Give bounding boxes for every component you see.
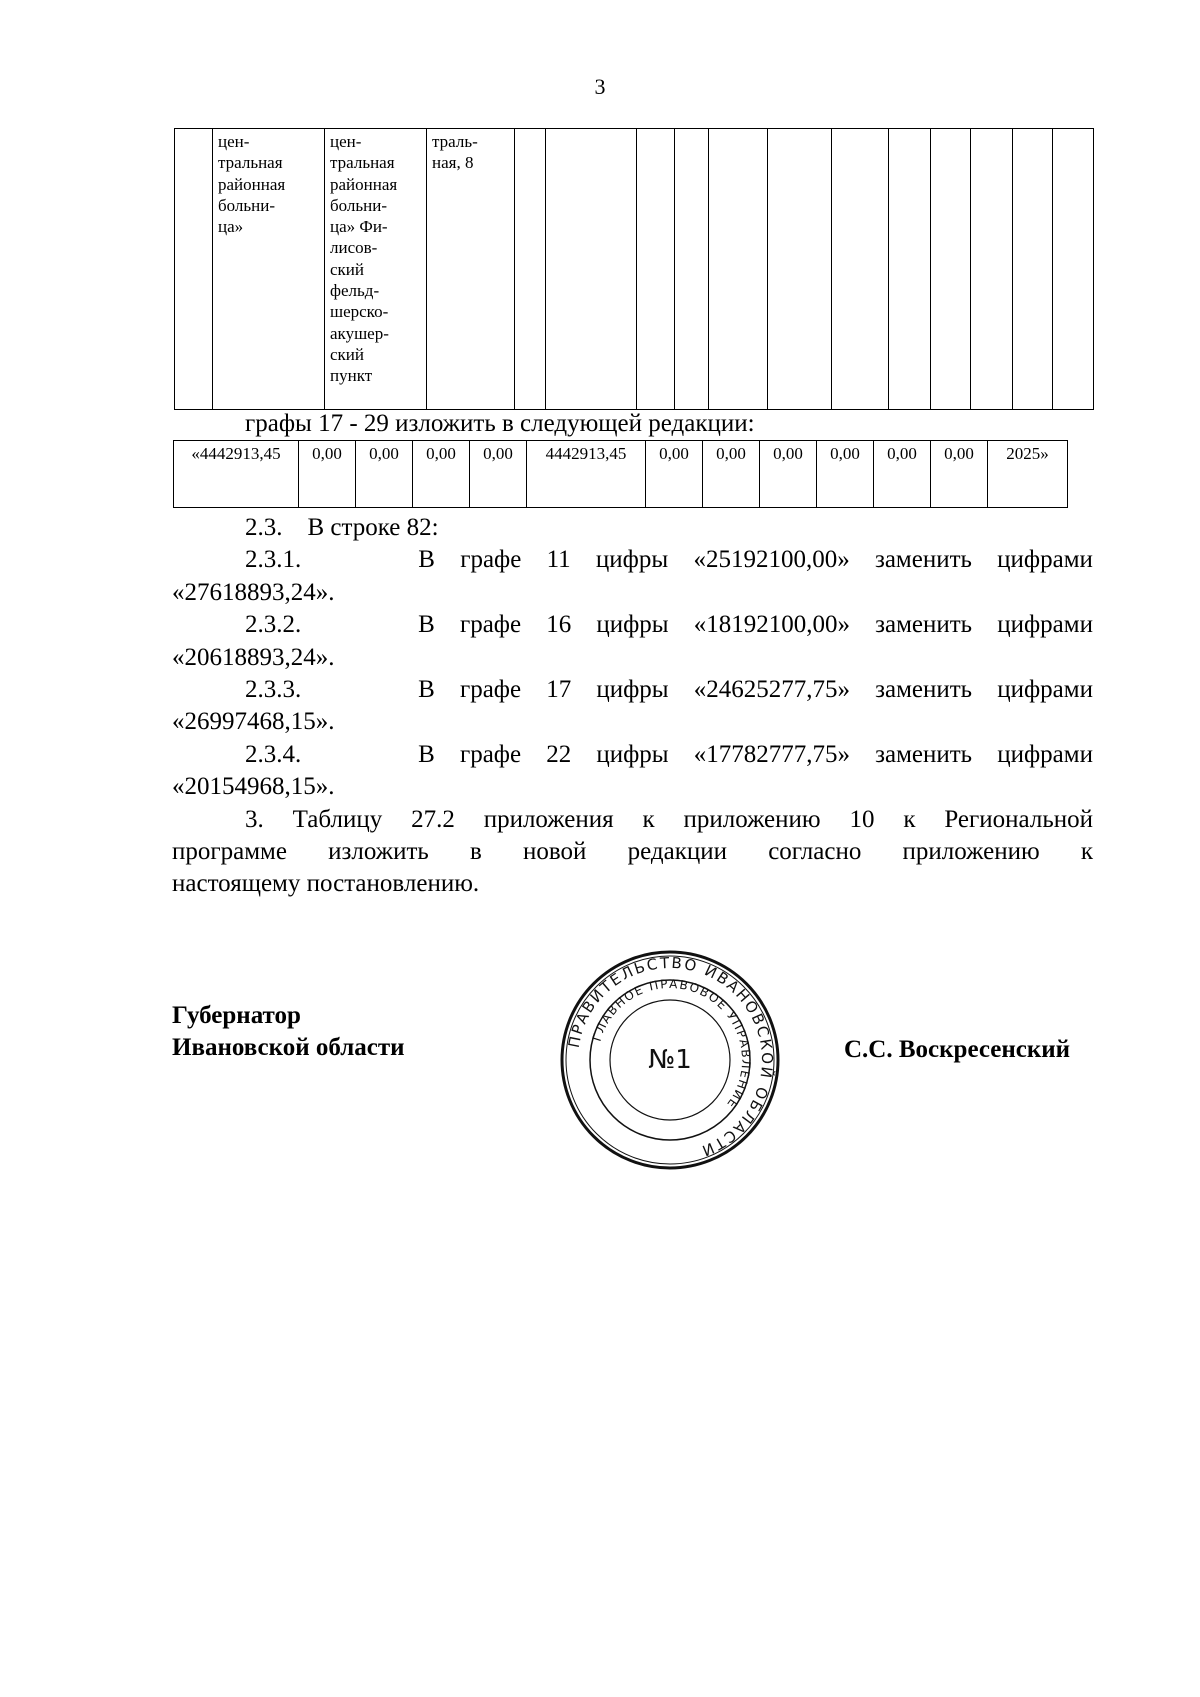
table-cell: цен- тральная районная больни- ца» Фи- лисов- ский фельд- шерско- акушер- ский пункт	[325, 129, 427, 410]
item-word: графе	[459, 740, 522, 768]
page-number: 3	[594, 74, 606, 99]
table-cell: траль- ная, 8	[427, 129, 515, 410]
amendment-list	[172, 544, 1093, 803]
table-cell: 0,00	[817, 441, 874, 508]
table-cell	[709, 129, 768, 410]
item-word: заменить	[875, 676, 973, 704]
table-cell	[931, 129, 971, 410]
item-word: «17782777,75»	[693, 740, 850, 768]
table-row	[175, 129, 1094, 410]
item-word: «25192100,00»	[693, 546, 850, 574]
item-continuation: «27618893,24».	[172, 578, 335, 606]
table-cell: 2025»	[988, 441, 1068, 508]
table-cell	[175, 129, 213, 410]
seal-inner-text: ГЛАВНОЕ ПРАВОВОЕ УПРАВЛЕНИЕ	[589, 976, 754, 1112]
signature-name: С.С. Воскресенский	[844, 1036, 1071, 1063]
amendment-item	[172, 609, 1093, 641]
seal-outer-text: ПРАВИТЕЛЬСТВО ИВАНОВСКОЙ ОБЛАСТИ	[564, 953, 777, 1161]
table-cell: 0,00	[703, 441, 760, 508]
seal-graphic	[558, 948, 782, 1172]
table-cell	[889, 129, 931, 410]
official-seal	[558, 948, 782, 1172]
table-cell: 0,00	[470, 441, 527, 508]
seal-center-number: №1	[648, 1045, 692, 1075]
item-continuation: «20618893,24».	[172, 643, 335, 671]
item-word: цифры	[596, 676, 669, 704]
item-word: 16	[546, 611, 572, 639]
item-word: цифры	[595, 546, 669, 574]
item-continuation: «20154968,15».	[172, 773, 335, 801]
signature-title-line-2: Ивановской области	[172, 1034, 405, 1061]
paragraph-3-line-3: настоящему постановлению.	[172, 870, 480, 898]
table-cell	[637, 129, 675, 410]
paragraph-3-line-2: программе изложить в новой редакции согласно приложению к	[172, 838, 1093, 866]
table-cell: 0,00	[413, 441, 470, 508]
table-row	[174, 441, 1068, 508]
amendment-item	[172, 739, 1093, 771]
item-word: В	[418, 546, 435, 574]
table-cell: 0,00	[646, 441, 703, 508]
item-number: 2.3.1.	[245, 546, 302, 574]
item-word: цифрами	[997, 740, 1093, 768]
table-cell: «4442913,45	[174, 441, 299, 508]
section-heading-text: В строке 82:	[307, 514, 439, 541]
item-word: цифрами	[997, 546, 1093, 574]
table-cell	[675, 129, 709, 410]
item-word: 22	[546, 740, 572, 768]
table-cell	[832, 129, 889, 410]
item-word: «24625277,75»	[693, 676, 850, 704]
item-continuation: «26997468,15».	[172, 708, 335, 736]
signature-title	[172, 1000, 405, 1064]
item-word: «18192100,00»	[693, 611, 850, 639]
item-word: цифры	[596, 740, 669, 768]
paragraph-3-line-1: 3. Таблицу 27.2 приложения к приложению 10 к Региональной	[245, 805, 1093, 833]
table-cell: 0,00	[760, 441, 817, 508]
item-word: В	[418, 611, 435, 639]
item-word: цифрами	[997, 611, 1093, 639]
table-cell	[546, 129, 637, 410]
table-cell	[971, 129, 1013, 410]
table-cell: 0,00	[931, 441, 988, 508]
table-cell	[1013, 129, 1053, 410]
item-word: 11	[546, 546, 571, 574]
table-cell	[768, 129, 832, 410]
table-cell	[515, 129, 546, 410]
item-word: заменить	[875, 611, 973, 639]
table-cell	[1053, 129, 1094, 410]
item-number: 2.3.3.	[245, 676, 302, 704]
amendment-item	[172, 544, 1093, 576]
item-word: В	[418, 740, 435, 768]
item-word: заменить	[874, 546, 972, 574]
item-word: заменить	[875, 740, 973, 768]
document-body	[172, 512, 1093, 901]
amendment-item	[172, 674, 1093, 706]
item-word: графе	[459, 676, 522, 704]
table-cell: 0,00	[356, 441, 413, 508]
table-cell: цен- тральная районная больни- ца»	[213, 129, 325, 410]
item-word: графе	[460, 546, 522, 574]
item-word: цифрами	[997, 676, 1093, 704]
item-word: графе	[459, 611, 522, 639]
continuation-table	[174, 128, 1094, 410]
lead-line: графы 17 - 29 изложить в следующей редакции:	[245, 410, 755, 437]
signature-title-line-1: Губернатор	[172, 1002, 301, 1029]
section-2-3-heading	[172, 512, 1093, 544]
item-word: В	[418, 676, 435, 704]
item-word: цифры	[596, 611, 669, 639]
table-cell: 0,00	[874, 441, 931, 508]
item-word: 17	[546, 676, 572, 704]
table-cell: 4442913,45	[527, 441, 646, 508]
item-number: 2.3.4.	[245, 740, 302, 768]
item-number: 2.3.2.	[245, 611, 302, 639]
table-cell: 0,00	[299, 441, 356, 508]
section-number: 2.3.	[245, 514, 283, 541]
values-table	[173, 440, 1068, 508]
